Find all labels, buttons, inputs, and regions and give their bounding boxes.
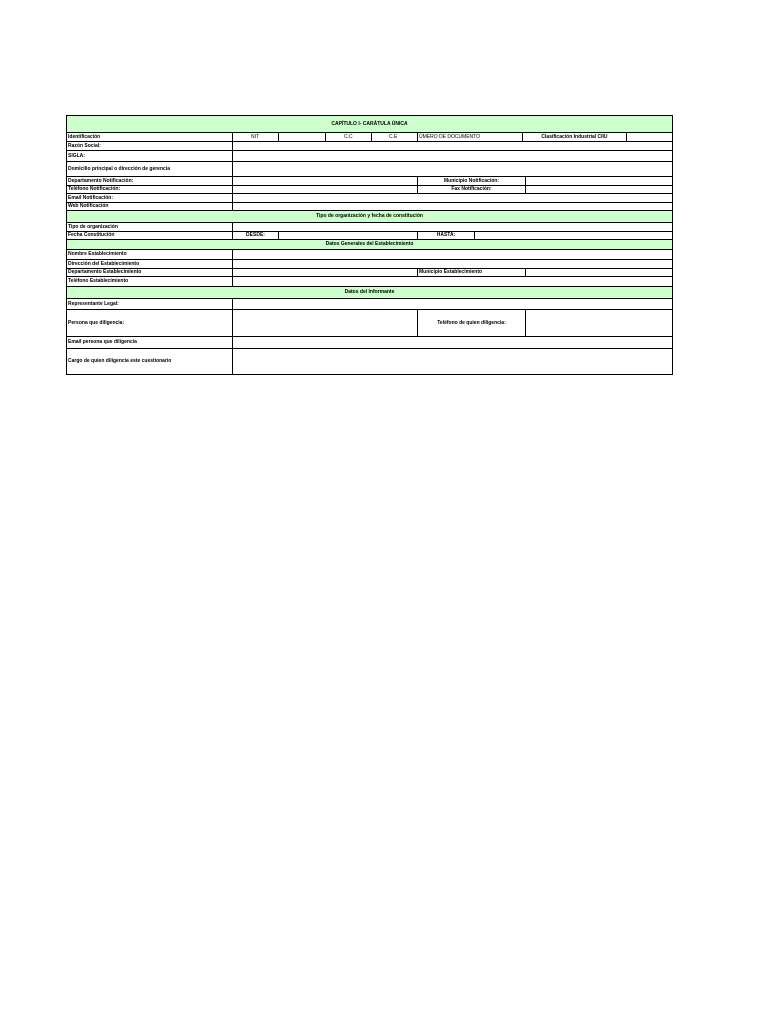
telefono-quien-label: Teléfono de quien diligencia:	[418, 310, 526, 336]
telefono-notif-label: Teléfono Notificación:	[67, 186, 233, 193]
telefono-quien-input[interactable]	[526, 310, 672, 336]
municipio-est-label: Municipio Establecimiento	[418, 269, 526, 276]
nit-input[interactable]	[279, 133, 326, 141]
email-persona-row	[67, 337, 672, 349]
depto-notif-input[interactable]	[233, 177, 418, 185]
ce-label: C.E	[372, 133, 418, 141]
nombre-est-input[interactable]	[233, 250, 672, 259]
inf-section-header: Datos del Informante	[344, 289, 395, 295]
doc-number-label: ÚMERO DE DOCUMENTO	[418, 133, 523, 141]
web-notif-label: Web Notificación	[67, 203, 233, 210]
domicilio-input[interactable]	[233, 162, 672, 176]
telefono-notif-input[interactable]	[233, 186, 418, 193]
cargo-row	[67, 349, 672, 374]
persona-input[interactable]	[233, 310, 418, 336]
domicilio-label: Domicilio principal o dirección de gerencia	[67, 162, 233, 176]
municipio-notif-input[interactable]	[526, 177, 672, 185]
ciiu-input[interactable]	[627, 133, 672, 141]
ciiu-label: Clasificación Industrial CIIU	[523, 133, 627, 141]
representante-label: Representante Legal:	[67, 299, 233, 309]
direccion-est-input[interactable]	[233, 260, 672, 268]
telefono-est-label: Teléfono Establecimiento	[67, 277, 233, 286]
email-notif-input[interactable]	[233, 194, 672, 202]
municipio-est-input[interactable]	[526, 269, 672, 276]
persona-label: Persona que diligencia:	[67, 310, 233, 336]
fax-notif-label: Fax Notificación:	[418, 186, 526, 193]
est-section-header: Datos Generales del Establecimiento	[325, 241, 414, 247]
est-section-header-row	[67, 240, 672, 250]
representante-input[interactable]	[233, 299, 672, 309]
direccion-est-label: Dirección del Establecimiento	[67, 260, 233, 268]
desde-input[interactable]	[279, 232, 418, 239]
razon-social-input[interactable]	[233, 142, 672, 150]
email-persona-input[interactable]	[233, 337, 672, 348]
hasta-label: HASTA:	[418, 232, 475, 239]
nombre-est-label: Nombre Establecimiento	[67, 250, 233, 259]
municipio-notif-label: Municipio Notificación:	[418, 177, 526, 185]
domicilio-row	[67, 162, 672, 177]
hasta-input[interactable]	[475, 232, 672, 239]
persona-row	[67, 310, 672, 337]
email-persona-label: Email persona que diligencia	[67, 337, 233, 348]
tipo-org-row	[67, 223, 672, 232]
sigla-input[interactable]	[233, 151, 672, 161]
tipo-org-input[interactable]	[233, 223, 672, 231]
telefono-est-row	[67, 277, 672, 287]
depto-est-label: Departamento Establecimiento	[67, 269, 233, 276]
depto-est-input[interactable]	[233, 269, 418, 276]
form-sheet	[66, 115, 673, 375]
inf-section-header-row	[67, 287, 672, 299]
nombre-est-row	[67, 250, 672, 260]
email-notif-label: Email Notificación:	[67, 194, 233, 202]
desde-label: DESDE:	[233, 232, 279, 239]
telefono-notif-row	[67, 186, 672, 194]
org-section-header-row	[67, 211, 672, 223]
razon-social-label: Razón Social:	[67, 142, 233, 150]
web-notif-input[interactable]	[233, 203, 672, 210]
email-notif-row	[67, 194, 672, 203]
representante-row	[67, 299, 672, 310]
depto-notif-row	[67, 177, 672, 186]
web-notif-row	[67, 203, 672, 211]
sigla-label: SIGLA:	[67, 151, 233, 161]
cc-label: C.C	[326, 133, 372, 141]
sigla-row	[67, 151, 672, 162]
fax-notif-input[interactable]	[526, 186, 672, 193]
title-row	[67, 116, 672, 133]
tipo-org-label: Tipo de organización	[67, 223, 233, 231]
identification-row	[67, 133, 672, 142]
telefono-est-input[interactable]	[233, 277, 672, 286]
nit-label: NIT	[233, 133, 279, 141]
fecha-constitucion-label: Fecha Constitución	[67, 232, 233, 239]
cargo-label: Cargo de quien diligencia este cuestionario	[67, 349, 233, 374]
fecha-constitucion-row	[67, 232, 672, 240]
depto-est-row	[67, 269, 672, 277]
org-section-header: Tipo de organización y fecha de constitución	[316, 213, 423, 219]
identification-label: Identificación	[67, 133, 233, 141]
direccion-est-row	[67, 260, 672, 269]
razon-social-row	[67, 142, 672, 151]
depto-notif-label: Departamento Notificación:	[67, 177, 233, 185]
cargo-input[interactable]	[233, 349, 672, 374]
form-title: CAPÍTULO I- CARÁTULA ÚNICA	[331, 120, 408, 127]
